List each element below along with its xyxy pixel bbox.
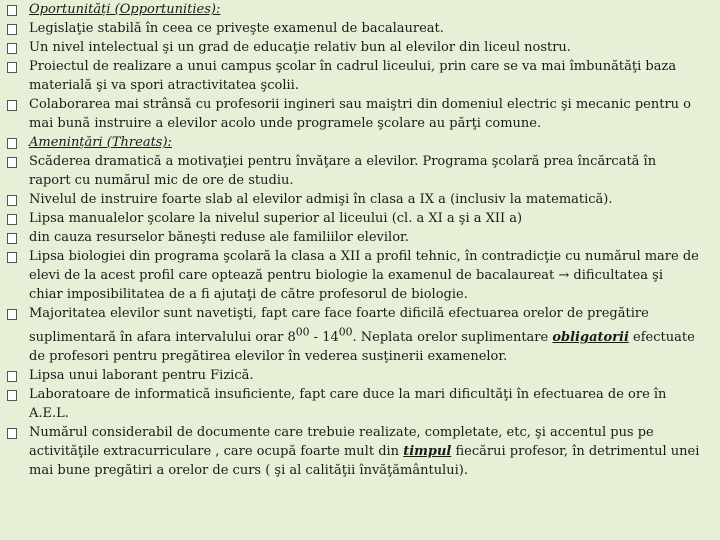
list-item-text: din cauza resurselor băneşti reduse ale familiilor elevilor. <box>29 230 409 245</box>
list-item <box>5 304 700 366</box>
time-superscript: 00 <box>338 326 353 339</box>
list-item-text: Lipsa biologiei din programa şcolară la clasa a XII a profil tehnic, în contradicţie cu numărul mare de elevi de la acest profil care optează pentru biologie la examenul de bacalaureat → dificultatea şi chiar imposibilitatea de a fi ajutaţi de către profesorul de biologie. <box>29 249 699 302</box>
square-bullet-icon <box>7 138 17 149</box>
list-item <box>5 38 700 57</box>
list-item <box>5 423 700 480</box>
square-bullet-icon <box>7 157 17 168</box>
list-item-text: Legislaţie stabilă în ceea ce priveşte examenul de bacalaureat. <box>29 21 444 36</box>
list-item <box>5 95 700 133</box>
list-item-text <box>29 425 699 478</box>
list-item <box>5 209 700 228</box>
emphasized-word: timpul <box>403 444 452 460</box>
list-item-text: Colaborarea mai strânsă cu profesorii ingineri sau maiştri din domeniul electric şi mecanic pentru o mai bună instruire a elevilor acolo unde programele şcolare au părţi comune. <box>29 97 691 131</box>
square-bullet-icon <box>7 62 17 73</box>
commuting-text-part: efectuate de profesori pentru pregătirea elevilor în vederea susţinerii examenelor. <box>29 330 695 365</box>
square-bullet-icon <box>7 100 17 111</box>
list-item <box>5 57 700 95</box>
list-item <box>5 0 700 19</box>
threats-heading: Amenințări (Threats): <box>29 135 172 150</box>
opportunities-heading: Oportunități (Opportunities): <box>29 2 221 17</box>
list-item-text: Proiectul de realizare a unui campus şcolar în cadrul liceului, prin care se va mai îmbunătăţi baza materială şi va spori atractivitatea şcolii. <box>29 59 677 93</box>
square-bullet-icon <box>7 43 17 54</box>
square-bullet-icon <box>7 214 17 225</box>
list-item <box>5 385 700 423</box>
list-item-text: Lipsa manualelor şcolare la nivelul superior al liceului (cl. a XI a şi a XII a) <box>29 211 523 226</box>
emphasized-word: obligatorii <box>552 330 629 346</box>
commuting-text-part: Majoritatea elevilor sunt navetişti, fapt care face foarte dificilă efectuarea orelor de pregătire suplimentară în afara intervalului orar 8 <box>29 306 649 346</box>
list-item-text: Lipsa unui laborant pentru Fizică. <box>29 368 254 384</box>
list-item <box>5 228 700 247</box>
square-bullet-icon <box>7 309 17 320</box>
time-superscript: 00 <box>295 326 310 339</box>
square-bullet-icon <box>7 428 17 439</box>
list-item-text: Scăderea dramatică a motivaţiei pentru învăţare a elevilor. Programa şcolară prea încărcată în raport cu numărul mic de ore de studiu. <box>29 154 657 188</box>
square-bullet-icon <box>7 24 17 35</box>
swot-bullet-list <box>5 0 700 480</box>
commuting-text-part: . Neplata orelor suplimentare <box>352 330 553 346</box>
square-bullet-icon <box>7 195 17 206</box>
square-bullet-icon <box>7 371 17 382</box>
square-bullet-icon <box>7 233 17 244</box>
list-item <box>5 19 700 38</box>
square-bullet-icon <box>7 5 17 16</box>
list-item-text: Un nivel intelectual şi un grad de educaţie relativ bun al elevilor din liceul nostru. <box>29 40 571 55</box>
list-item <box>5 190 700 209</box>
list-item-text <box>29 306 695 364</box>
list-item <box>5 152 700 190</box>
list-item <box>5 133 700 152</box>
list-item-text: Laboratoare de informatică insuficiente, fapt care duce la mari dificultăţi în efectuarea de ore în A.E.L. <box>29 387 667 422</box>
commuting-text-part: - 14 <box>309 330 339 346</box>
list-item <box>5 247 700 304</box>
documents-text-part: Numărul considerabil de documente care trebuie realizate, completate, etc, şi accentul pus pe activităţile extracurriculare , care ocupă foarte mult din <box>29 425 654 460</box>
square-bullet-icon <box>7 390 17 401</box>
square-bullet-icon <box>7 252 17 263</box>
list-item <box>5 366 700 385</box>
documents-text-part: fiecărui profesor, în detrimentul unei mai bune pregătiri a orelor de curs ( şi al calităţii învăţământului). <box>29 444 700 479</box>
list-item-text: Nivelul de instruire foarte slab al elevilor admişi în clasa a IX a (inclusiv la matematică). <box>29 192 613 207</box>
